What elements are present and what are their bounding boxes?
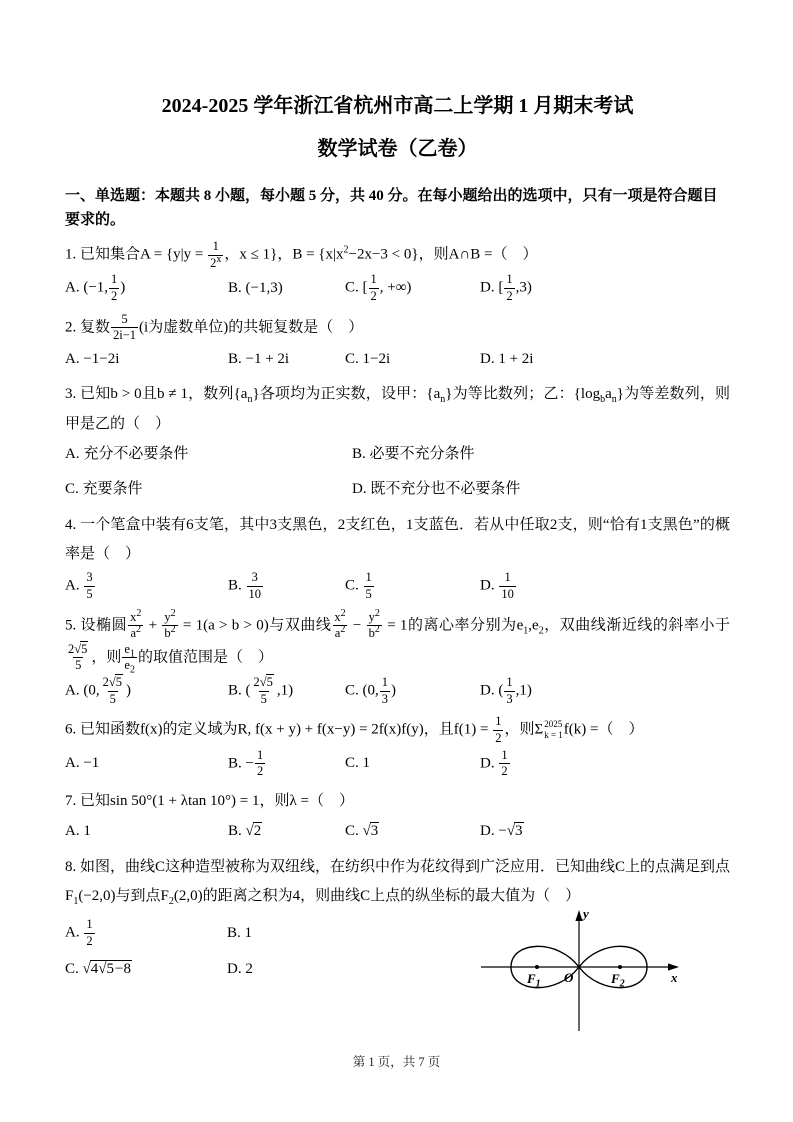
- origin-label: O: [564, 970, 574, 985]
- question-8: [65, 853, 730, 1046]
- question-8-options-row1: [65, 917, 405, 949]
- question-6-options: [65, 748, 730, 780]
- page-content: [65, 92, 730, 1045]
- question-2-options: [65, 345, 730, 374]
- option-5c: C. (0, $\frac{1}{3}$ ): [345, 675, 396, 706]
- focus-f2-label: $F_2$: [611, 971, 625, 990]
- option-5d: D. ( $\frac{1}{3}$ ,1): [480, 675, 532, 706]
- option-5a: A. (0, $\frac{2√5}{5}$ ): [65, 675, 131, 706]
- option-8d: D. 2: [227, 961, 253, 978]
- exam-title: 2024-2025 学年浙江省杭州市高二上学期 1 月期末考试: [161, 95, 634, 117]
- question-3-options-row2: [65, 475, 730, 504]
- option-6b: B. − $\frac{1}{2}$: [228, 747, 264, 779]
- lemniscate-figure: [475, 905, 685, 1033]
- question-2-stem: 2. 复数 $\frac{5}{2i-1}$ (i为虚数单位)的共轭复数是（ ）: [65, 311, 364, 343]
- question-4-stem: 4. 一个笔盒中装有6支笔，其中3支黑色，2支红色，1支蓝色．若从中任取2支，则“恰有1支黑色”的概率是（ ）: [65, 516, 730, 562]
- focus-f1-label: $F_1$: [527, 971, 541, 990]
- y-axis-label: y: [583, 906, 589, 921]
- question-5-options: [65, 675, 730, 707]
- option-7d: D. −√3: [480, 823, 523, 839]
- option-8b: B. 1: [227, 924, 253, 941]
- question-6-stem: 6. 已知函数f(x)的定义域为R, f(x + y) + f(x−y) = 2f(x)f(y)，且f(1) = $\frac{1}{2}$ ，则Σ 2025 k = 1 f(k) =（ ）: [65, 714, 644, 745]
- question-1-stem: 1. 已知集合A = {y|y = $\frac{1}{2^x}$ ，x ≤ 1}，$B = \{x|x^2-2x-3 < 0\}$，则A∩B =（ ）: [65, 239, 538, 270]
- question-3: [65, 380, 730, 504]
- option-6d: D. $\frac{1}{2}$: [480, 747, 508, 779]
- option-7b: B. √2: [228, 823, 262, 839]
- question-1: [65, 239, 730, 305]
- question-6: [65, 714, 730, 780]
- option-1a: A. (−1, $\frac{1}{2}$ ): [65, 272, 126, 303]
- option-3c: C. 充要条件: [65, 481, 143, 498]
- option-1b: B. (−1,3): [228, 280, 283, 297]
- question-8-options: [65, 917, 405, 984]
- question-7: [65, 787, 730, 846]
- option-3b: B. 必要不充分条件: [352, 445, 475, 462]
- option-2b: B. −1 + 2i: [228, 350, 290, 367]
- option-8c: C. √4√5−8: [65, 961, 131, 978]
- question-1-options: [65, 272, 730, 304]
- option-4c: C. $\frac{1}{5}$: [345, 570, 372, 601]
- y-axis-arrow: [575, 910, 582, 921]
- question-2: [65, 312, 730, 374]
- option-8a: A. $\frac{1}{2}$: [65, 917, 93, 948]
- question-8-bottom: [65, 906, 730, 1045]
- question-8-options-row2: [65, 955, 405, 984]
- question-3-stem: 3. 已知b > 0且b ≠ 1，数列$\{a_n\}$各项均为正实数，设甲：$\{a_n\}$为等比数列；乙：$\{\log_ba_n\}$为等差数列，则甲是乙的（ ）: [65, 386, 730, 432]
- page-footer: 第 1 页，共 7 页: [352, 1055, 441, 1069]
- question-3-options-row1: [65, 440, 730, 469]
- option-6c: C. 1: [345, 755, 371, 772]
- option-7c: C. √3: [345, 823, 379, 839]
- option-7a: A. 1: [65, 823, 91, 839]
- option-1c: C. [ $\frac{1}{2}$ , +∞): [345, 272, 412, 303]
- question-5-stem: 5. 设椭圆 $\frac{x^2}{a^2}$ + $\frac{y^2}{b^2}$ = 1(a > b > 0)与双曲线 $\frac{x^2}{a^2}$ − $\frac{y^2}{b^2}$ = 1的离心率分别为$e_1,e_2$，双曲线渐近线的斜率小于 $\frac{2√5}{5}$ ，则 $\frac{e_1}{e_2}$ 的取值范围是（ ）: [65, 607, 730, 676]
- focus-f1-dot: [535, 965, 539, 969]
- option-4a: A. $\frac{3}{5}$: [65, 570, 93, 601]
- question-4-options: [65, 570, 730, 602]
- question-5: [65, 607, 730, 708]
- option-3d: D. 既不充分也不必要条件: [352, 481, 521, 498]
- question-7-stem: 7. 已知sin 50°(1 + λtan 10°) = 1，则λ =（ ）: [65, 792, 354, 809]
- option-3a: A. 充分不必要条件: [65, 445, 189, 462]
- question-4: [65, 511, 730, 603]
- option-6a: A. −1: [65, 755, 100, 772]
- option-4b: B. $\frac{3}{10}$: [228, 570, 262, 601]
- option-2d: D. 1 + 2i: [480, 350, 534, 367]
- option-2a: A. −1−2i: [65, 350, 120, 367]
- option-5b: B. ( $\frac{2√5}{5}$ ,1): [228, 675, 294, 706]
- section-1-heading: 一、单选题：本题共 8 小题，每小题 5 分，共 40 分。在每小题给出的选项中，只有一项是符合题目要求的。: [65, 188, 718, 228]
- x-axis-label: x: [671, 970, 678, 985]
- option-2c: C. 1−2i: [345, 350, 391, 367]
- option-4d: D. $\frac{1}{10}$: [480, 570, 514, 601]
- option-1d: D. [ $\frac{1}{2}$ ,3): [480, 272, 532, 303]
- exam-subtitle: 数学试卷（乙卷）: [317, 138, 478, 160]
- question-7-options: [65, 817, 730, 846]
- focus-f2-dot: [618, 965, 622, 969]
- lemniscate-curve: [475, 905, 685, 1033]
- question-8-stem: 8. 如图，曲线C这种造型被称为双纽线，在纺织中作为花纹得到广泛应用．已知曲线C上的点满足到点$F_1(-2,0)$与到点$F_2(2,0)$的距离之积为4，则曲线C上点的纵坐标的最大值为（ ）: [65, 858, 731, 907]
